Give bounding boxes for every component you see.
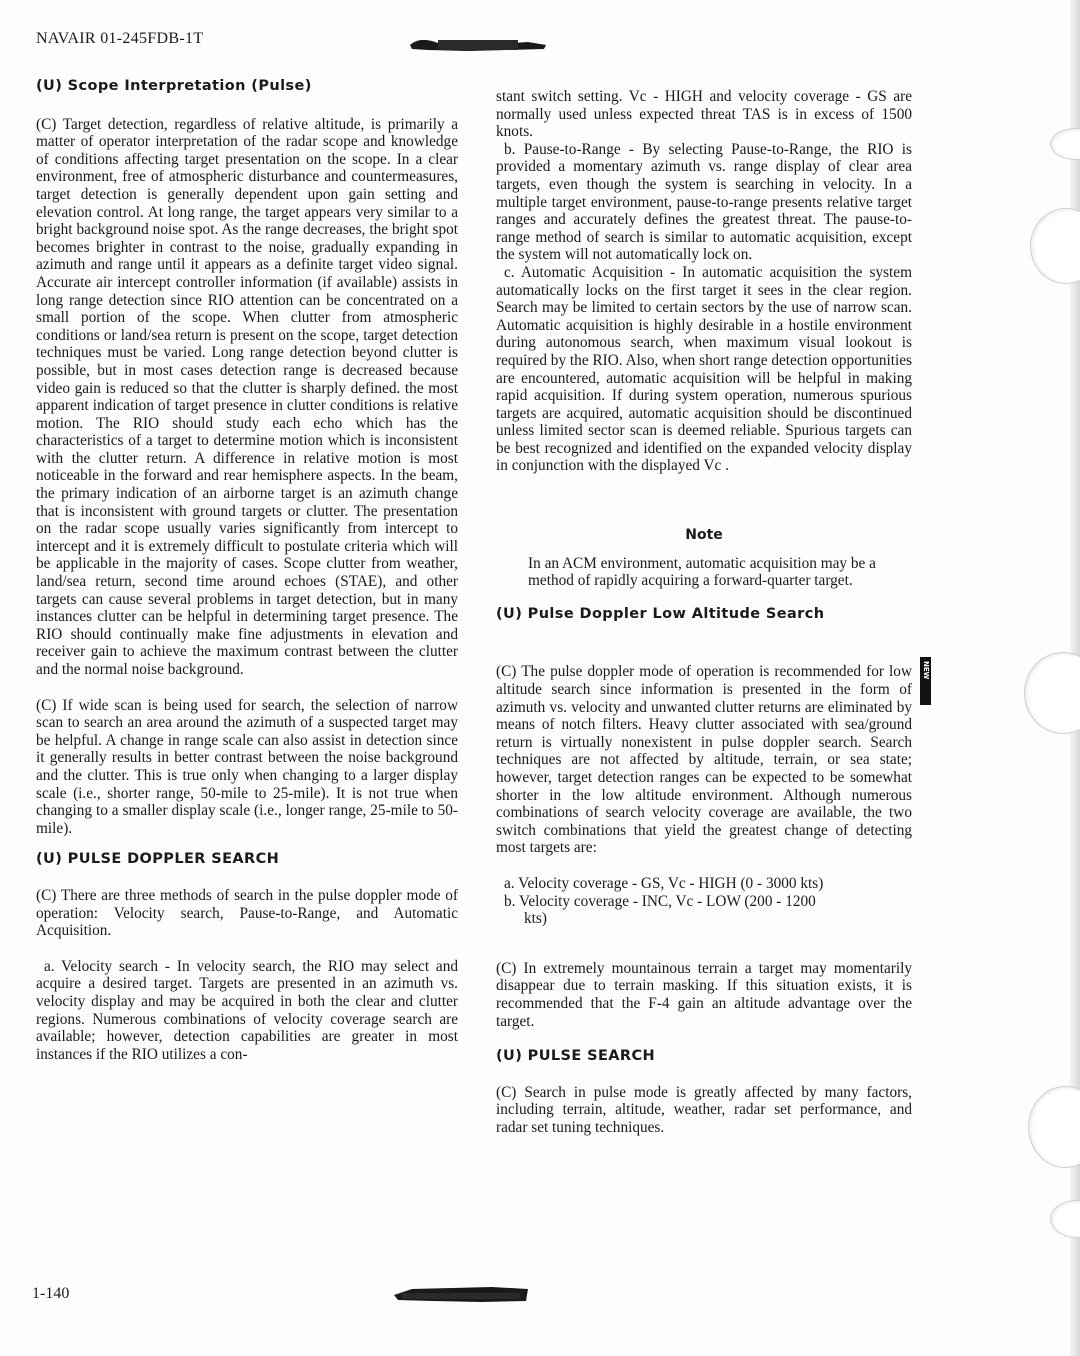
heading-scope-interpretation: (U) Scope Interpretation (Pulse) — [36, 78, 312, 94]
paragraph-automatic-acquisition: c. Automatic Acquisition - In automatic acquisition the system automatically locks on the first target it sees in the clear region. Search may be limited to certain sectors by the use of narrow scan. Automatic acquisition is highly desirable in a hostile environment during autonomous search, when maximum visual lookout is required by the RIO. Also, when short range detection opportunities are encountered, automatic acquisition will be helpful in making rapid acquisition. If during system operation, numerous spurious targets are acquired, automatic acquisition should be discontinued unless limited sector scan is deemed reliable. Spurious targets can be best recognized and identified on the expanded velocity display in conjunction with the displayed Vc . — [496, 263, 912, 475]
classification-stamp-bottom — [392, 1283, 530, 1305]
change-bar-new — [920, 657, 931, 705]
list-item-b: b. Velocity coverage - INC, Vc - LOW (200 - 1200 — [504, 892, 816, 910]
paragraph-three-methods: (C) There are three methods of search in the pulse doppler mode of operation: Velocity search, Pause-to-Range, and Automatic Acquisition. — [36, 886, 458, 940]
note-title: Note — [685, 527, 723, 544]
left-column — [36, 78, 458, 1063]
heading-pulse-doppler-search: (U) PULSE DOPPLER SEARCH — [36, 851, 280, 868]
paragraph-mountainous-terrain: (C) In extremely mountainous terrain a target may momentarily disappear due to terrain masking. If this situation exists, it is recommended that the F-4 gain an altitude advantage over the target. — [496, 959, 912, 1030]
list-item-a: a. Velocity coverage - GS, Vc - HIGH (0 - 3000 kts) — [504, 874, 824, 892]
paragraph-switch-setting: stant switch setting. Vc - HIGH and velocity coverage - GS are normally used unless expected threat TAS is in excess of 1500 knots. — [496, 88, 912, 141]
right-column — [496, 88, 912, 1137]
paragraph-pause-to-range: b. Pause-to-Range - By selecting Pause-to-Range, the RIO is provided a momentary azimuth vs. range display of clear area targets, even though the system is searching in velocity. In a multiple target environment, pause-to-range presents relative target ranges and accurately defines the greatest threat. The pause-to-range method of search is similar to automatic acquisition, except the system will not automatically lock on. — [496, 140, 912, 264]
binder-hole — [1028, 1086, 1080, 1168]
paragraph-target-detection: (C) Target detection, regardless of relative altitude, is primarily a matter of operator interpretation of the radar scope and knowledge of conditions affecting target presentation on the scope. In a clear environment, free of atmospheric disturbance and countermeasures, target detection is generally dependent upon gain setting and elevation control. At long range, the target appears very similar to a bright background noise spot. As the range decreases, the bright spot becomes brighter in contrast to the noise, gradually expanding in azimuth and range until it appears as a definite target video signal. Accurate air intercept controller information (if available) assists in long range detection since RIO attention can be concentrated on a small portion of the scope. When clutter from atmospheric conditions or land/sea return is present on the scope, target detection techniques must be varied. Long range detection beyond clutter is possible, but in most cases detection range is decreased because video gain is reduced so that the clutter is sharply defined. the most apparent indication of target presence in clutter conditions is relative motion. The RIO should study each echo which has the characteristics of a target to determine motion which is inconsistent with the clutter return. A difference in relative motion is most noticeable in the forward and rear hemisphere aspects. In the beam, the primary indication of an airborne target is an azimuth change that is inconsistent with ground targets or clutter. The presentation on the radar scope usually varies significantly from intercept to intercept and it is extremely difficult to postulate criteria which will be applicable in the majority of cases. Scope clutter from weather, land/sea return, second time around echoes (STAE), and other targets can cause several problems in target detection, but in many instances clutter can be helpful in determining target presence. The RIO should continually make fine adjustments in elevation and receiver gain to achieve the maximum contrast between the clutter and the normal noise background. — [36, 115, 458, 678]
binder-hole — [1050, 128, 1080, 160]
note-body: In an ACM environment, automatic acquisition may be a method of rapidly acquiring a forward-quarter target. — [528, 554, 876, 590]
binder-hole — [1050, 1200, 1080, 1238]
paragraph-pulse-mode: (C) Search in pulse mode is greatly affected by many factors, including terrain, altitude, weather, radar set performance, and radar set tuning techniques. — [496, 1083, 912, 1136]
page-number: 1-140 — [32, 1285, 70, 1302]
document-number: NAVAIR 01-245FDB-1T — [36, 30, 204, 47]
paragraph-low-altitude-search: (C) The pulse doppler mode of operation is recommended for low altitude search since information is presented in the form of azimuth vs. velocity and unwanted clutter returns are eliminated by means of notch filters. Heavy clutter associated with sea/ground return is virtually nonexistent in pulse doppler search. Search techniques are not affected by altitude, terrain, or sea state; however, target detection ranges can be expected to be somewhat shorter in the low altitude environment. Although numerous combinations of search velocity coverage are available, the two switch combinations that yield the greatest change of detecting most targets are: — [496, 663, 912, 857]
classification-stamp-top — [408, 36, 548, 54]
change-bar-label: NEW — [922, 661, 930, 680]
binder-hole — [1024, 652, 1080, 734]
paragraph-velocity-search: a. Velocity search - In velocity search, the RIO may select and acquire a desired target. Targets are presented in an azimuth vs. velocity display and may be acquired in both the clear and clutter regions. Numerous combinations of velocity coverage search are available; however, detection capabilities are greater in most instances if the RIO utilizes a con- — [36, 957, 458, 1063]
heading-pulse-doppler-low-altitude: (U) Pulse Doppler Low Altitude Search — [496, 605, 825, 622]
heading-pulse-search: (U) PULSE SEARCH — [496, 1048, 656, 1065]
list-item-b-continued: kts) — [524, 910, 547, 928]
paragraph-wide-scan: (C) If wide scan is being used for search, the selection of narrow scan to search an area around the azimuth of a suspected target may be helpful. A change in range scale can also assist in detection since it generally results in better contrast between the noise background and the clutter. This is true only when changing to a larger display scale (i.e., shorter range, 50-mile to 25-mile). It is not true when changing to a smaller display scale (i.e., longer range, 25-mile to 50-mile). — [36, 696, 458, 837]
binder-hole — [1030, 208, 1080, 284]
